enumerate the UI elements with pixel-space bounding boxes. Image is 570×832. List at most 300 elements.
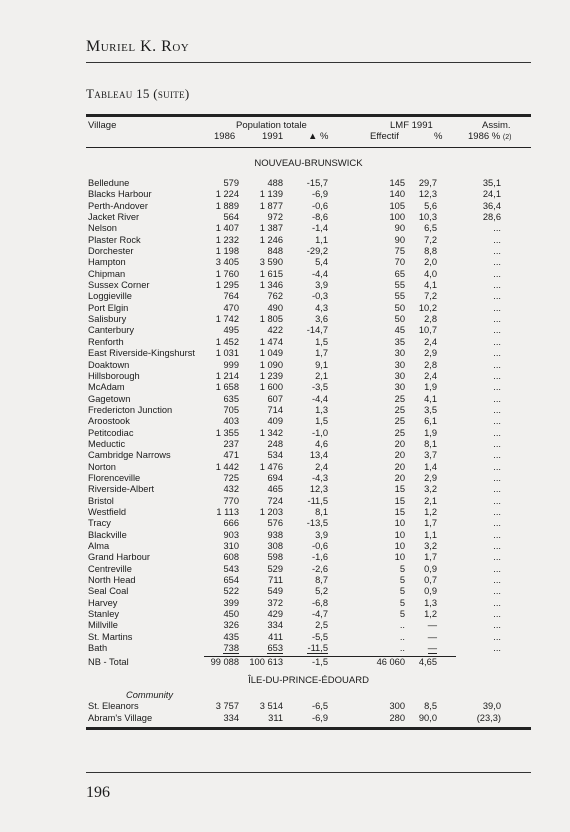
- population-1986: 903: [223, 529, 239, 540]
- assim-pct: ...: [493, 268, 501, 279]
- village-name: Canterbury: [88, 325, 134, 336]
- village-name: Grand Harbour: [88, 552, 151, 563]
- population-1986: 334: [223, 712, 239, 723]
- village-name: Hampton: [88, 257, 126, 268]
- lmf-pct: 10,2: [418, 302, 437, 313]
- lmf-effectif: 20: [394, 461, 405, 472]
- population-change: -1,4: [311, 223, 328, 234]
- assim-pct: ...: [493, 518, 501, 529]
- population-change: -13,5: [306, 518, 328, 529]
- population-1986: 1 355: [215, 427, 239, 438]
- col-village: Village: [88, 120, 117, 131]
- village-name: Nelson: [88, 223, 117, 234]
- table-row: [86, 280, 531, 291]
- table-row: [86, 291, 531, 302]
- nb-rows: [86, 178, 531, 654]
- col-assim-sub: [468, 131, 511, 142]
- lmf-effectif: 50: [394, 314, 405, 325]
- table-row: [86, 382, 531, 393]
- population-1986: 999: [223, 359, 239, 370]
- lmf-pct: 7,2: [424, 234, 437, 245]
- table-row: [86, 473, 531, 484]
- assim-pct: ...: [493, 586, 501, 597]
- assim-pct: ...: [493, 382, 501, 393]
- col-lmf-group: LMF 1991: [390, 120, 433, 131]
- population-1991: 409: [267, 416, 283, 427]
- running-head-author: Muriel K. Roy: [86, 38, 190, 55]
- lmf-effectif: 300: [389, 701, 405, 712]
- assim-pct: ...: [493, 529, 501, 540]
- table-row: [86, 439, 531, 450]
- population-1986: 564: [223, 212, 239, 223]
- lmf-pct: 2,4: [424, 336, 437, 347]
- col-population-group: Population totale: [236, 120, 307, 131]
- assim-pct: ...: [493, 404, 501, 415]
- village-name: Riverside-Albert: [88, 484, 155, 495]
- assim-pct: ...: [493, 302, 501, 313]
- population-1991: 490: [267, 302, 283, 313]
- population-1986: 1 232: [215, 234, 239, 245]
- lmf-effectif: 280: [389, 712, 405, 723]
- lmf-pct: 4,0: [424, 268, 437, 279]
- village-name: Port Elgin: [88, 302, 129, 313]
- population-1986: 579: [223, 178, 239, 188]
- population-1986: 450: [223, 609, 239, 620]
- lmf-effectif: 75: [394, 246, 405, 257]
- assim-pct: 39,0: [482, 701, 501, 712]
- population-change: -4,4: [311, 393, 328, 404]
- population-1991: 576: [267, 518, 283, 529]
- population-change: 5,2: [315, 586, 328, 597]
- col-change: ▲ %: [308, 131, 329, 142]
- population-1991: 488: [267, 178, 283, 188]
- table-row: [86, 632, 531, 643]
- population-1986: 543: [223, 563, 239, 574]
- lmf-effectif: 20: [394, 472, 405, 483]
- population-1986: 3 405: [215, 257, 239, 268]
- village-name: Blackville: [88, 529, 127, 540]
- village-name: St. Eleanors: [88, 701, 139, 712]
- lmf-effectif: 30: [394, 382, 405, 393]
- population-1991: 1 342: [259, 427, 283, 438]
- lmf-pct: 1,7: [424, 518, 437, 529]
- population-change: 2,1: [315, 370, 328, 381]
- assim-note: (2): [502, 134, 512, 141]
- population-change: -1,0: [311, 427, 328, 438]
- col-1991: 1991: [262, 131, 284, 142]
- data-table: [86, 114, 531, 730]
- lmf-pct: 6,5: [424, 223, 437, 234]
- assim-pct: ...: [493, 348, 501, 359]
- section-title-nb: NOUVEAU-BRUNSWICK: [254, 158, 363, 169]
- lmf-effectif: ..: [399, 620, 405, 631]
- table-row: [86, 484, 531, 495]
- table-row: [86, 178, 531, 189]
- population-change: -6,8: [311, 597, 328, 608]
- population-1986: 1 295: [215, 280, 239, 291]
- lmf-effectif: 70: [394, 257, 405, 268]
- population-change: 1,3: [315, 404, 328, 415]
- lmf-pct: —: [427, 620, 437, 631]
- population-change: -11,5: [307, 495, 328, 506]
- table-row: [86, 269, 531, 280]
- population-1986: 654: [223, 575, 239, 586]
- table-row: [86, 462, 531, 473]
- lmf-pct: 3,7: [424, 450, 437, 461]
- population-change: 1,7: [315, 348, 328, 359]
- nb-total-row: [86, 655, 531, 669]
- header-rule: [86, 62, 531, 63]
- lmf-pct: 3,2: [424, 541, 437, 551]
- table-row: [86, 518, 531, 529]
- lmf-pct: 8,8: [424, 246, 437, 257]
- population-1986: 635: [223, 393, 239, 404]
- col-lmf-pct: %: [434, 131, 443, 142]
- lmf-pct: 4,1: [424, 280, 437, 291]
- village-name: Chipman: [88, 268, 126, 279]
- lmf-pct: 2,8: [424, 314, 437, 325]
- lmf-pct: 0,9: [424, 563, 437, 574]
- lmf-pct: 2,4: [424, 370, 437, 381]
- table-row: [86, 428, 531, 439]
- population-1991: 248: [267, 438, 283, 449]
- village-name: East Riverside-Kingshurst: [88, 348, 195, 359]
- section-title-pei: ÎLE-DU-PRINCE-ÉDOUARD: [248, 675, 369, 687]
- village-name: Florenceville: [88, 472, 141, 483]
- assim-pct: ...: [493, 541, 501, 551]
- table-row: [86, 507, 531, 518]
- population-1986: 770: [223, 495, 239, 506]
- population-1986: 1 742: [215, 314, 239, 325]
- lmf-effectif: 90: [394, 234, 405, 245]
- table-row: [86, 212, 531, 223]
- lmf-pct: —: [427, 643, 437, 654]
- population-change: -3,5: [311, 382, 328, 393]
- lmf-effectif: 65: [394, 268, 405, 279]
- population-1986: 495: [223, 325, 239, 336]
- population-change: 1,5: [315, 416, 328, 427]
- assim-pct: ...: [493, 325, 501, 336]
- population-1991: 1 049: [259, 348, 283, 359]
- village-name: Centreville: [88, 563, 132, 574]
- village-name: Petitcodiac: [88, 427, 134, 438]
- population-1991: 711: [268, 575, 283, 586]
- population-change: 4,6: [315, 438, 328, 449]
- population-1991: 1 203: [259, 506, 283, 517]
- population-1986: 1 198: [215, 246, 239, 257]
- assim-pct: ...: [493, 246, 501, 257]
- population-change: 3,9: [315, 529, 328, 540]
- population-1986: 310: [223, 541, 239, 551]
- assim-pct: ...: [493, 314, 501, 325]
- lmf-effectif: 45: [394, 325, 405, 336]
- village-name: McAdam: [88, 382, 125, 393]
- table-title: Tableau 15 (suite): [86, 86, 190, 101]
- lmf-pct: 1,7: [424, 552, 437, 563]
- population-change: 1,1: [315, 234, 328, 245]
- village-name: Gagetown: [88, 393, 131, 404]
- lmf-pct: 3,5: [424, 404, 437, 415]
- population-1991: 848: [267, 246, 283, 257]
- assim-pct: ...: [493, 620, 501, 631]
- population-change: -0,6: [311, 541, 328, 551]
- population-1991: 1 476: [259, 461, 283, 472]
- population-1991: 1 090: [259, 359, 283, 370]
- village-name: Meductic: [88, 438, 126, 449]
- lmf-effectif: 50: [394, 302, 405, 313]
- population-1986: 1 113: [216, 506, 239, 517]
- village-name: Stanley: [88, 609, 120, 620]
- village-name: Abram's Village: [88, 712, 153, 723]
- lmf-effectif: 5: [399, 563, 405, 574]
- lmf-pct: 1,9: [424, 427, 437, 438]
- total-effectif: 46 060: [376, 657, 405, 668]
- population-change: -5,5: [311, 631, 328, 642]
- table-row: [86, 337, 531, 348]
- lmf-pct: 7,2: [424, 291, 437, 302]
- lmf-pct: 2,0: [424, 257, 437, 268]
- assim-pct: ...: [493, 223, 501, 234]
- population-1991: 714: [267, 404, 283, 415]
- village-name: Westfield: [88, 506, 127, 517]
- population-change: 9,1: [315, 359, 328, 370]
- population-1991: 429: [267, 609, 283, 620]
- village-name: Plaster Rock: [88, 234, 141, 245]
- lmf-effectif: 20: [394, 438, 405, 449]
- population-1991: 1 387: [259, 223, 283, 234]
- table-row: [86, 348, 531, 359]
- lmf-effectif: 30: [394, 370, 405, 381]
- assim-pct: ...: [493, 416, 501, 427]
- total-change: -1,5: [311, 657, 328, 668]
- population-1991: 1 139: [259, 189, 283, 200]
- lmf-effectif: 100: [389, 212, 405, 223]
- assim-pct: ...: [493, 563, 501, 574]
- population-1986: 470: [223, 302, 239, 313]
- village-name: Millville: [88, 620, 118, 631]
- population-change: -11,5: [307, 643, 328, 654]
- village-name: Harvey: [88, 597, 118, 608]
- lmf-effectif: 25: [394, 404, 405, 415]
- population-1991: 465: [267, 484, 283, 495]
- table-row: [86, 416, 531, 427]
- table-row: [86, 405, 531, 416]
- village-name: Bristol: [88, 495, 114, 506]
- table-row: [86, 496, 531, 507]
- village-name: Norton: [88, 461, 116, 472]
- village-name: Jacket River: [88, 212, 140, 223]
- col-effectif: Effectif: [370, 131, 399, 142]
- assim-pct: ...: [493, 438, 501, 449]
- population-1986: 764: [223, 291, 239, 302]
- assim-pct: ...: [493, 609, 501, 620]
- table-row: [86, 609, 531, 620]
- population-1986: 403: [223, 416, 239, 427]
- lmf-effectif: 10: [394, 529, 405, 540]
- lmf-pct: 12,3: [418, 189, 437, 200]
- assim-pct: ...: [493, 597, 501, 608]
- page-number: 196: [86, 784, 110, 801]
- lmf-effectif: 20: [394, 450, 405, 461]
- population-1986: 1 224: [215, 189, 239, 200]
- population-change: -1,6: [311, 552, 328, 563]
- lmf-effectif: 30: [394, 348, 405, 359]
- lmf-pct: 10,3: [418, 212, 437, 223]
- population-1986: 522: [223, 586, 239, 597]
- population-1991: 311: [268, 712, 283, 723]
- lmf-effectif: 15: [394, 484, 405, 495]
- assim-pct: 24,1: [482, 189, 501, 200]
- table-row: [86, 541, 531, 552]
- assim-pct: 36,4: [482, 200, 501, 211]
- population-1991: 1 805: [259, 314, 283, 325]
- table-row: [86, 643, 531, 654]
- lmf-pct: 8,1: [424, 438, 437, 449]
- lmf-pct: 2,9: [424, 472, 437, 483]
- assim-sub-label: 1986 %: [468, 131, 501, 142]
- lmf-pct: 90,0: [418, 712, 437, 723]
- assim-pct: ...: [493, 472, 501, 483]
- lmf-effectif: 25: [394, 427, 405, 438]
- population-1991: 308: [267, 541, 283, 551]
- village-name: Belledune: [88, 178, 130, 188]
- lmf-pct: 0,7: [424, 575, 437, 586]
- population-change: -4,3: [311, 472, 328, 483]
- table-row: [86, 530, 531, 541]
- lmf-effectif: 15: [394, 495, 405, 506]
- population-1986: 326: [223, 620, 239, 631]
- assim-pct: ...: [493, 336, 501, 347]
- assim-pct: ...: [493, 506, 501, 517]
- lmf-effectif: 145: [389, 178, 405, 188]
- population-1986: 666: [223, 518, 239, 529]
- assim-pct: 35,1: [482, 178, 501, 188]
- lmf-pct: 4,1: [424, 393, 437, 404]
- assim-pct: ...: [493, 461, 501, 472]
- population-1986: 237: [223, 438, 239, 449]
- population-1986: 725: [223, 472, 239, 483]
- population-change: 2,4: [315, 461, 328, 472]
- village-name: Tracy: [88, 518, 111, 529]
- lmf-effectif: 5: [399, 597, 405, 608]
- lmf-effectif: 55: [394, 291, 405, 302]
- table-row: [86, 325, 531, 336]
- population-change: -14,7: [306, 325, 328, 336]
- population-change: -29,2: [306, 246, 328, 257]
- village-name: Perth-Andover: [88, 200, 148, 211]
- population-1991: 549: [267, 586, 283, 597]
- lmf-pct: 2,9: [424, 348, 437, 359]
- lmf-effectif: ..: [399, 631, 405, 642]
- population-1991: 598: [267, 552, 283, 563]
- village-name: Sussex Corner: [88, 280, 150, 291]
- lmf-effectif: 15: [394, 506, 405, 517]
- assim-pct: ...: [493, 257, 501, 268]
- table-row: [86, 552, 531, 563]
- assim-pct: 28,6: [482, 212, 501, 223]
- population-1991: 762: [267, 291, 283, 302]
- population-1991: 724: [267, 495, 283, 506]
- population-1986: 432: [223, 484, 239, 495]
- table-row: [86, 314, 531, 325]
- population-change: 8,1: [315, 506, 328, 517]
- population-1986: 738: [223, 643, 239, 654]
- lmf-pct: 2,8: [424, 359, 437, 370]
- community-subheading: Community: [126, 690, 174, 701]
- table-row: [86, 564, 531, 575]
- lmf-pct: 8,5: [424, 701, 437, 712]
- population-1986: 1 407: [215, 223, 239, 234]
- population-1991: 938: [267, 529, 283, 540]
- population-1986: 1 214: [215, 370, 239, 381]
- lmf-effectif: 10: [394, 541, 405, 551]
- population-1991: 607: [267, 393, 283, 404]
- population-change: -4,4: [311, 268, 328, 279]
- village-name: Dorchester: [88, 246, 134, 257]
- lmf-pct: 1,2: [424, 609, 437, 620]
- population-change: -8,6: [311, 212, 328, 223]
- population-1991: 1 600: [259, 382, 283, 393]
- population-change: -0,6: [311, 200, 328, 211]
- table-row: [86, 257, 531, 268]
- table-row: [86, 235, 531, 246]
- village-name: Fredericton Junction: [88, 404, 173, 415]
- lmf-pct: 10,7: [418, 325, 437, 336]
- population-1986: 1 442: [215, 461, 239, 472]
- lmf-pct: 1,4: [424, 461, 437, 472]
- lmf-effectif: 5: [399, 575, 405, 586]
- assim-pct: ...: [493, 427, 501, 438]
- assim-pct: ...: [493, 291, 501, 302]
- lmf-effectif: 35: [394, 336, 405, 347]
- population-1986: 608: [223, 552, 239, 563]
- assim-pct: ...: [493, 575, 501, 586]
- population-1986: 705: [223, 404, 239, 415]
- population-1986: 1 889: [215, 200, 239, 211]
- population-1986: 399: [223, 597, 239, 608]
- table-bottom-rule: [86, 727, 531, 730]
- village-name: Cambridge Narrows: [88, 450, 171, 461]
- village-name: Loggieville: [88, 291, 132, 302]
- population-1991: 1 239: [259, 370, 283, 381]
- col-1986: 1986: [214, 131, 236, 142]
- assim-pct: ...: [493, 631, 501, 642]
- table-row: [86, 586, 531, 597]
- population-1986: 3 757: [215, 701, 239, 712]
- lmf-effectif: 55: [394, 280, 405, 291]
- table-row: [86, 223, 531, 234]
- assim-pct: ...: [493, 280, 501, 291]
- lmf-pct: 3,2: [424, 484, 437, 495]
- population-change: 4,3: [315, 302, 328, 313]
- lmf-pct: 2,1: [424, 495, 437, 506]
- lmf-effectif: 90: [394, 223, 405, 234]
- assim-pct: ...: [493, 495, 501, 506]
- assim-pct: ...: [493, 643, 501, 654]
- village-name: North Head: [88, 575, 136, 586]
- population-1991: 1 615: [259, 268, 283, 279]
- population-1986: 1 760: [215, 268, 239, 279]
- population-1991: 1 474: [259, 336, 283, 347]
- population-change: 3,6: [315, 314, 328, 325]
- village-name: Hillsborough: [88, 370, 140, 381]
- population-change: -2,6: [311, 563, 328, 574]
- population-1991: 3 590: [259, 257, 283, 268]
- lmf-effectif: 25: [394, 416, 405, 427]
- table-row: [86, 620, 531, 631]
- village-name: Blacks Harbour: [88, 189, 152, 200]
- total-label: NB - Total: [88, 657, 129, 668]
